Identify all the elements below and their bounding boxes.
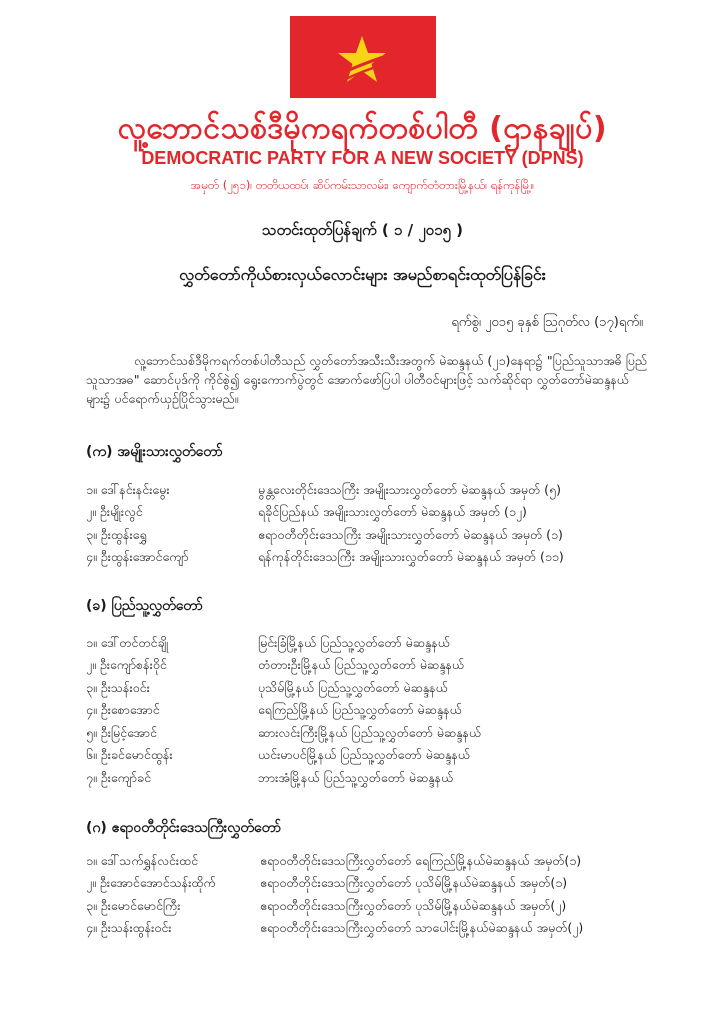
constituency: ဆားလင်းကြီးမြို့နယ် ပြည်သူ့လွှတ်တော် မဲဆန္ဒနယ် [258, 724, 482, 740]
candidate-name: ၆။ ဦးခင်မောင်ထွန်း [86, 747, 173, 763]
constituency: ယင်းမာပင်မြို့နယ် ပြည်သူ့လွှတ်တော် မဲဆန္ဒနယ် [258, 747, 470, 763]
list-item [86, 768, 666, 791]
list-item [86, 678, 666, 701]
party-flag-logo [290, 16, 436, 98]
party-name-english: DEMOCRATIC PARTY FOR A NEW SOCIETY (DPNS) [141, 148, 584, 168]
candidate-list-national [86, 480, 666, 570]
constituency: ပုသိမ်မြို့နယ် ပြည်သူ့လွှတ်တော် မဲဆန္ဒနယ် [258, 679, 448, 695]
list-item [86, 525, 666, 548]
constituency: မွန္တလေးတိုင်းဒေသကြီး အမျိုးသားလွှတ်တော် မဲဆန္ဒနယ် အမှတ် (၅) [258, 481, 561, 497]
list-item [86, 896, 666, 919]
candidate-name: ၂။ ဦးမျိုးလွင် [86, 504, 143, 520]
candidate-list-ayeyarwady [86, 851, 666, 941]
list-item [86, 851, 666, 874]
section-heading-ayeyarwady: (ဂ) ဧရာဝတီတိုင်းဒေသကြီးလွှတ်တော် [86, 820, 282, 836]
list-item [86, 746, 666, 769]
list-item [86, 503, 666, 526]
candidate-name: ၃။ ဦးထွန်းရွှေ [86, 526, 147, 542]
section-heading-national: (က) အမျိုးသားလွှတ်တော် [86, 444, 223, 460]
candidate-list-people [86, 633, 666, 791]
list-item [86, 656, 666, 679]
candidate-name: ၄။ ဦးထွန်းအောင်ကျော် [86, 549, 189, 565]
list-item [86, 633, 666, 656]
statement-title: လွှတ်တော်ကိုယ်စားလှယ်လောင်းများ အမည်စာရင်းထုတ်ပြန်ခြင်း [179, 265, 546, 284]
list-item [86, 548, 666, 571]
constituency: ဧရာဝတီတိုင်းဒေသကြီးလွှတ်တော် ပုသိမ်မြို့နယ်မဲဆန္ဒနယ် အမှတ်(၂) [260, 897, 567, 913]
constituency: ဘားအံမြို့နယ် ပြည်သူ့လွှတ်တော် မဲဆန္ဒနယ် [258, 769, 454, 785]
statement-date: ရက်စွဲ၊ ၂၀၁၅ ခုနှစ် ဩဂုတ်လ (၁၇)ရက်။ [451, 315, 643, 330]
constituency: ရန်ကုန်တိုင်းဒေသကြီး အမျိုးသားလွှတ်တော် မဲဆန္ဒနယ် အမှတ် (၁၁) [258, 549, 564, 565]
candidate-name: ၇။ ဦးကျော်ခင် [86, 769, 151, 785]
constituency: ဧရာဝတီတိုင်းဒေသကြီးလွှတ်တော် သာပေါင်းမြို့နယ်မဲဆန္ဒနယ် အမှတ်(၂) [260, 920, 584, 936]
constituency: မြင်းခြံမြို့နယ် ပြည်သူ့လွှတ်တော် မဲဆန္ဒနယ် [258, 634, 450, 650]
candidate-name: ၅။ ဦးမြင့်အောင် [86, 724, 157, 740]
party-address: အမှတ် (၂၅၁)၊ တတိယထပ်၊ ဆိပ်ကမ်းသာလမ်း၊ ကျောက်တံတားမြို့နယ်၊ ရန်ကုန်မြို့။ [190, 178, 535, 192]
constituency: ဧရာဝတီတိုင်းဒေသကြီး အမျိုးသားလွှတ်တော် မဲဆန္ဒနယ် အမှတ် (၁) [258, 526, 563, 542]
intro-paragraph [86, 351, 652, 408]
star-icon [336, 34, 388, 84]
candidate-name: ၁။ ဒေါ်သက်ရွှန်လင်းထင် [86, 852, 199, 868]
candidate-name: ၃။ ဦးမောင်မောင်ကြီး [86, 897, 181, 913]
constituency: ဧရာဝတီတိုင်းဒေသကြီးလွှတ်တော် ပုသိမ်မြို့နယ်မဲဆန္ဒနယ် အမှတ်(၁) [260, 875, 568, 891]
statement-number: သတင်းထုတ်ပြန်ချက် ( ၁ / ၂၀၁၅ ) [261, 221, 464, 239]
list-item [86, 701, 666, 724]
candidate-name: ၃။ ဦးသန်းဝင်း [86, 679, 150, 695]
candidate-name: ၂။ ဦးအောင်အောင်သန်းထိုက် [86, 875, 216, 891]
section-heading-people: (ခ) ပြည်သူ့လွှတ်တော် [86, 598, 203, 614]
intro-text: လူ့ဘောင်သစ်ဒီမိုကရက်တစ်ပါတီသည် လွှတ်တော်အသီးသီးအတွက် မဲဆန္ဒနယ် (၂၁)နေရာ၌ "ပြည်သူသာအဓိ ပြည်သူသာအဓ" ဆောင်ပုဒ်ကို ကိုင်စွဲ၍ ရွေးကောက်ပွဲတွင် အောက်ဖော်ပြပါ ပါတီဝင်များဖြင့် သက်ဆိုင်ရာ လွှတ်တော်မဲဆန္ဒနယ်များ၌ ပင်ရောက်ယှဉ်ပြိုင်သွားမည်။ [86, 353, 648, 406]
list-item [86, 723, 666, 746]
list-item [86, 480, 666, 503]
constituency: ရေကြည်မြို့နယ် ပြည်သူ့လွှတ်တော် မဲဆန္ဒနယ် [258, 702, 462, 718]
candidate-name: ၄။ ဦးသန်းထွန်းဝင်း [86, 920, 172, 936]
constituency: ဧရာဝတီတိုင်းဒေသကြီးလွှတ်တော် ရေကြည်မြို့နယ်မဲဆန္ဒနယ် အမှတ်(၁) [260, 852, 582, 868]
party-name-myanmar: လူ့ဘောင်သစ်ဒီမိုကရက်တစ်ပါတီ (ဌာနချုပ်) [117, 111, 608, 146]
constituency: တံတားဦးမြို့နယ် ပြည်သူ့လွှတ်တော် မဲဆန္ဒနယ် [258, 657, 465, 673]
list-item [86, 919, 666, 942]
constituency: ရခိုင်ပြည်နယ် အမျိုးသားလွှတ်တော် မဲဆန္ဒနယ် အမှတ် (၁၂) [258, 504, 527, 520]
candidate-name: ၂။ ဦးကျော်စန်းဝိုင် [86, 657, 167, 673]
candidate-name: ၁။ ဒေါ်နင်းနင်းမွေး [86, 481, 170, 497]
list-item [86, 874, 666, 897]
candidate-name: ၁။ ဒေါ်တင်တင်ချို [86, 634, 169, 650]
candidate-name: ၄။ ဦးစောအောင် [86, 702, 160, 718]
